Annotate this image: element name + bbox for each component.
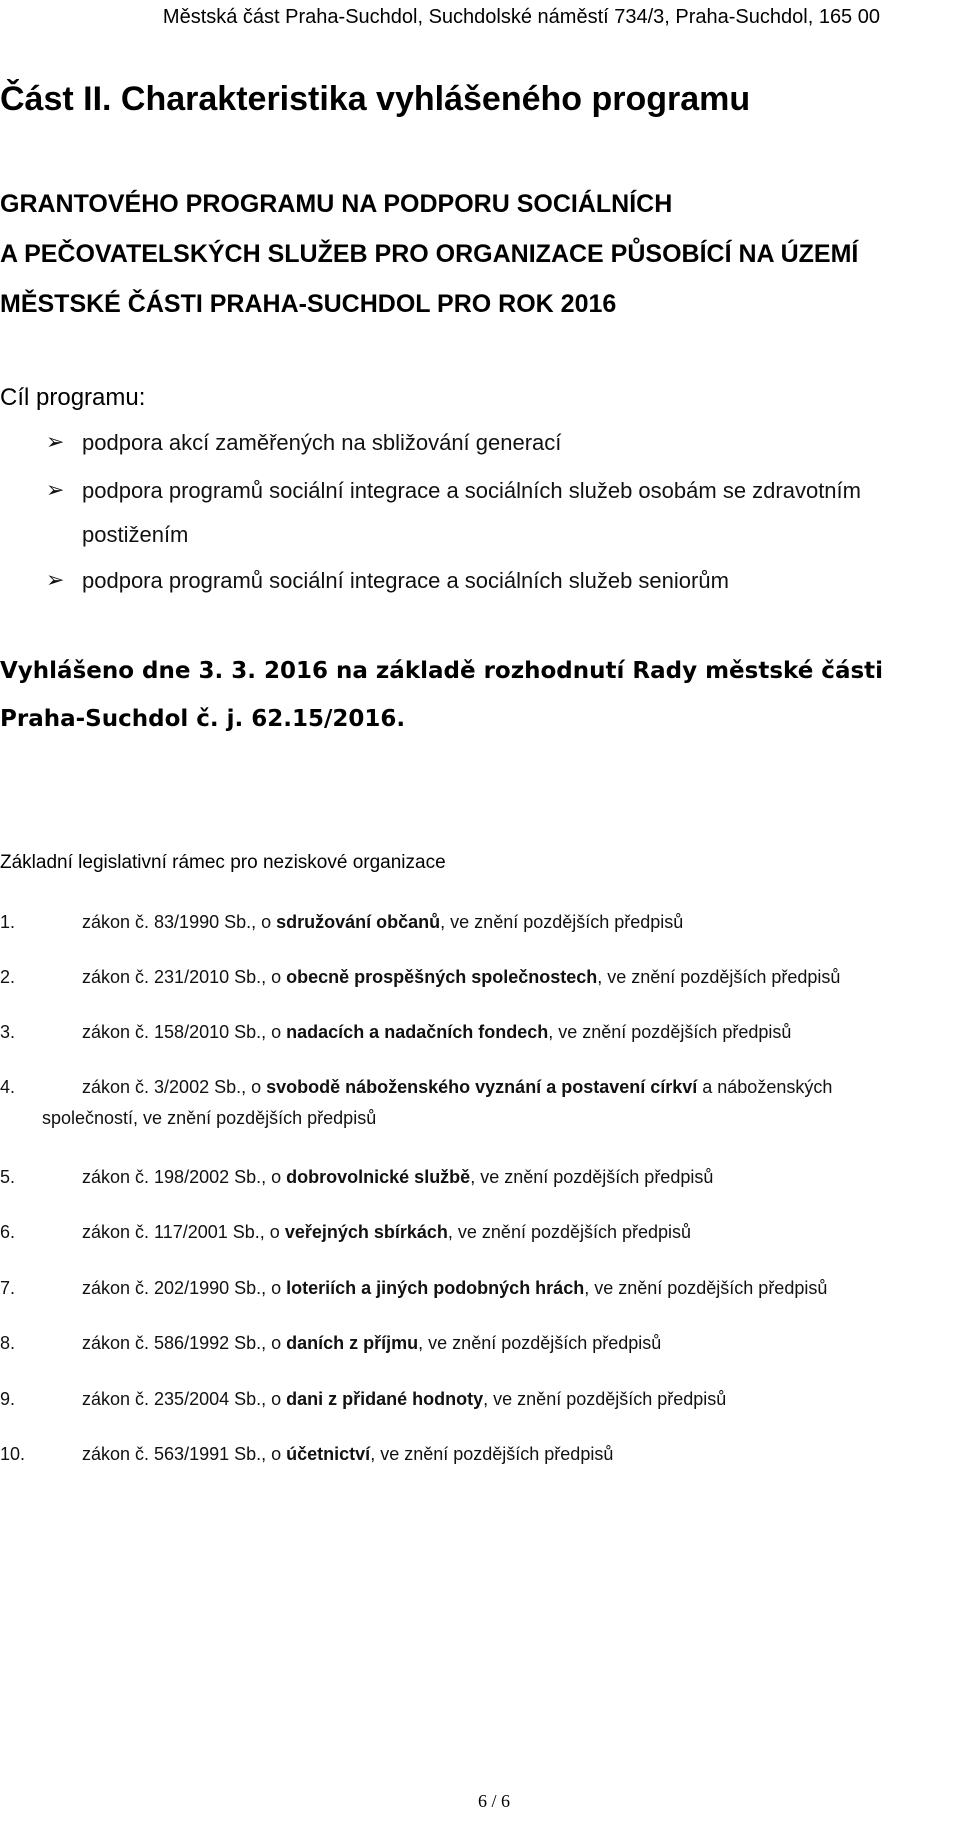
law-text-part: , o	[261, 1022, 287, 1042]
law-text-part: , ve znění pozdějších předpisů	[584, 1278, 828, 1298]
law-number: 3.	[0, 1022, 16, 1042]
law-text-part: zákon č. 83/1990 Sb.	[82, 912, 252, 932]
law-number: 5.	[0, 1167, 16, 1187]
law-subject: dobrovolnické službě	[286, 1167, 471, 1187]
declaration-line: Praha-Suchdol č. j. 62.15/2016.	[0, 706, 406, 732]
goal-label: Cíl programu:	[0, 384, 146, 411]
law-number: 7.	[0, 1278, 16, 1298]
law-text-part: zákon č. 235/2004 Sb.	[82, 1389, 262, 1409]
law-number: 10.	[0, 1444, 26, 1464]
goal-item-text: podpora akcí zaměřených na sbližování generací	[82, 430, 562, 455]
law-text	[82, 1222, 691, 1243]
goal-item-text: podpora programů sociální integrace a sociálních služeb osobám se zdravotním	[82, 478, 861, 503]
law-subject: daních z příjmu	[286, 1333, 419, 1353]
page-header: Městská část Praha-Suchdol, Suchdolské náměstí 734/3, Praha-Suchdol, 165 00	[162, 6, 880, 28]
law-text	[82, 1389, 726, 1410]
law-text-part: , o	[261, 1333, 287, 1353]
program-title-line: MĚSTSKÉ ČÁSTI PRAHA-SUCHDOL PRO ROK 2016	[0, 290, 617, 318]
law-number: 4.	[0, 1077, 16, 1097]
law-subject: loteriích a jiných podobných hrách	[286, 1278, 585, 1298]
arrow-bullet-icon: ➢	[46, 477, 65, 502]
law-text-part: , o	[261, 1444, 287, 1464]
law-text-part: , o	[261, 1389, 287, 1409]
law-text-part: , o	[261, 1278, 287, 1298]
law-text-part: , ve znění pozdějších předpisů	[440, 912, 684, 932]
law-text	[82, 912, 683, 933]
law-text-part: , ve znění pozdějších předpisů	[418, 1333, 662, 1353]
law-number: 9.	[0, 1389, 16, 1409]
law-text-part: , o	[261, 967, 287, 987]
part-title: Část II. Charakteristika vyhlášeného programu	[0, 80, 751, 118]
program-title-line: GRANTOVÉHO PROGRAMU NA PODPORU SOCIÁLNÍCH	[0, 190, 673, 218]
program-title-line: A PEČOVATELSKÝCH SLUŽEB PRO ORGANIZACE PŮSOBÍCÍ NA ÚZEMÍ	[0, 240, 859, 268]
law-text-part: , o	[241, 1077, 267, 1097]
law-text-part: zákon č. 563/1991 Sb.	[82, 1444, 262, 1464]
law-text	[82, 967, 840, 988]
law-subject: veřejných sbírkách	[284, 1222, 448, 1242]
law-subject: svobodě náboženského vyznání a postavení církví	[266, 1077, 698, 1097]
goal-item-text: podpora programů sociální integrace a sociálních služeb seniorům	[82, 568, 729, 593]
goal-item-text: postižením	[82, 522, 189, 547]
arrow-bullet-icon: ➢	[46, 429, 65, 454]
law-text-part: , ve znění pozdějších předpisů	[548, 1022, 792, 1042]
law-text-part: zákon č. 586/1992 Sb.	[82, 1333, 262, 1353]
law-text-part: , ve znění pozdějších předpisů	[370, 1444, 614, 1464]
arrow-bullet-icon: ➢	[46, 567, 65, 592]
law-subject: dani z přidané hodnoty	[286, 1389, 484, 1409]
law-subject: nadacích a nadačních fondech	[286, 1022, 549, 1042]
law-text-part: , o	[259, 1222, 285, 1242]
law-text-part: , o	[261, 1167, 287, 1187]
law-text	[82, 1333, 661, 1354]
declaration-line: Vyhlášeno dne 3. 3. 2016 na základě rozhodnutí Rady městské části	[0, 658, 884, 684]
law-text-part: zákon č. 231/2010 Sb.	[82, 967, 262, 987]
law-number: 6.	[0, 1222, 16, 1242]
law-text	[82, 1077, 832, 1098]
law-text-part: , ve znění pozdějších předpisů	[447, 1222, 692, 1242]
law-text	[82, 1444, 613, 1465]
law-text-part: zákon č. 158/2010 Sb.	[82, 1022, 262, 1042]
law-text-part: , ve znění pozdějších předpisů	[470, 1167, 714, 1187]
law-number: 8.	[0, 1333, 16, 1353]
law-text	[82, 1278, 827, 1299]
law-text-part: , o	[251, 912, 277, 932]
law-text-part: zákon č. 3/2002 Sb.	[82, 1077, 242, 1097]
law-text-part: , ve znění pozdějších předpisů	[597, 967, 841, 987]
law-number: 1.	[0, 912, 16, 932]
legislation-heading: Základní legislativní rámec pro neziskové organizace	[0, 852, 446, 873]
law-item-continuation: společností, ve znění pozdějších předpisů	[42, 1108, 377, 1128]
law-text-part: a náboženských	[697, 1077, 833, 1097]
law-subject: účetnictví	[286, 1444, 371, 1464]
page-number: 6 / 6	[478, 1791, 511, 1811]
law-subject: obecně prospěšných společnostech	[286, 967, 598, 987]
law-text-part: zákon č. 202/1990 Sb.	[82, 1278, 262, 1298]
law-text-part: zákon č. 117/2001 Sb.	[82, 1222, 260, 1242]
law-text-part: , ve znění pozdějších předpisů	[483, 1389, 727, 1409]
law-text	[82, 1022, 791, 1043]
law-text	[82, 1167, 713, 1188]
law-text-part: zákon č. 198/2002 Sb.	[82, 1167, 262, 1187]
law-subject: sdružování občanů	[276, 912, 441, 932]
law-number: 2.	[0, 967, 16, 987]
